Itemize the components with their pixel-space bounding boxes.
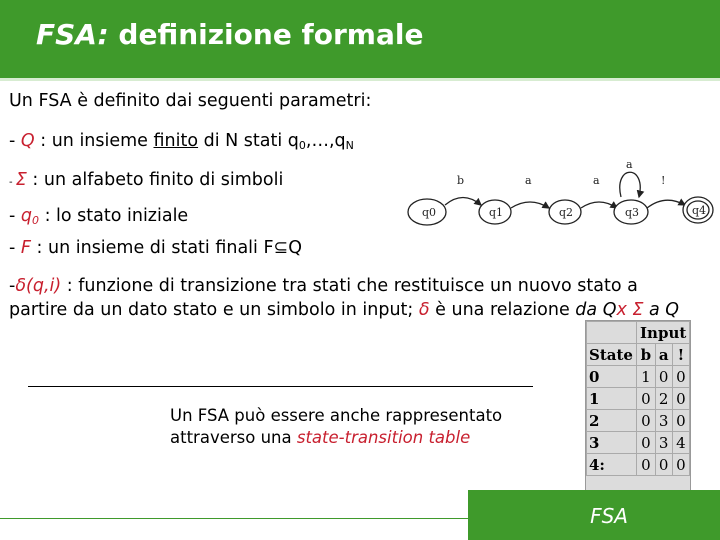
title-bar	[0, 0, 720, 81]
col-header: b	[637, 344, 655, 366]
param-q	[9, 131, 354, 152]
f-q: Q	[288, 238, 302, 258]
table-row: 4: 0 0 0	[587, 454, 690, 476]
state-label: q1	[489, 206, 504, 219]
bullet-dash: -	[9, 177, 16, 188]
sigma-text: : un alfabeto finito di simboli	[26, 170, 284, 190]
q-sub-0: 0	[298, 139, 306, 152]
state-label: q4	[692, 204, 707, 217]
table-row: 0 1 0 0	[587, 366, 690, 388]
q-text-2: di N stati q	[198, 131, 299, 151]
state-label: q0	[422, 206, 437, 219]
edge-label: b	[457, 174, 465, 187]
edge-label: a	[626, 158, 633, 171]
state-label: q3	[625, 206, 640, 219]
q-symbol: Q	[20, 131, 35, 151]
edge-label: !	[661, 174, 666, 187]
table-row: 2 0 3 0	[587, 410, 690, 432]
table-row: 3 0 3 4	[587, 432, 690, 454]
slide-title	[36, 18, 423, 51]
note-emphasis: state-transition table	[296, 428, 471, 447]
q0-symbol: q	[20, 206, 32, 226]
q-sub-n: N	[345, 139, 354, 152]
delta-da: da Q	[575, 300, 617, 320]
note-line-2	[170, 427, 502, 449]
col-header: State	[587, 344, 637, 366]
bullet-dash: -	[9, 238, 21, 258]
intro-text: Un FSA è definito dai seguenti parametri:	[9, 91, 372, 111]
f-symbol: F	[20, 238, 31, 258]
f-text: : un insieme di stati finali F	[30, 238, 274, 258]
q0-sub: 0	[32, 214, 39, 227]
title-lead: FSA:	[36, 18, 109, 51]
footer-label: FSA	[590, 504, 628, 528]
q0-text: : lo stato iniziale	[39, 206, 189, 226]
delta-a: a Q	[643, 300, 680, 320]
subset-symbol: ⊆	[273, 238, 289, 258]
q-finito: finito	[153, 131, 199, 151]
col-header: !	[672, 344, 689, 366]
delta-x-sigma: x Σ	[616, 300, 644, 320]
input-header: Input	[637, 322, 690, 344]
param-sigma	[9, 170, 283, 190]
edge-label: a	[593, 174, 600, 187]
fsa-diagram	[395, 150, 715, 232]
divider	[28, 386, 533, 387]
delta-symbol: δ(q,i)	[15, 276, 62, 296]
param-delta-line-2	[9, 300, 679, 320]
bullet-dash: -	[9, 131, 21, 151]
delta-text-2: partire da un dato stato e un simbolo in input;	[9, 300, 419, 320]
col-header: a	[655, 344, 672, 366]
note-text-a: attraverso una	[170, 428, 297, 447]
title-rest: definizione formale	[108, 18, 424, 51]
delta-text-3: è una relazione	[429, 300, 576, 320]
note-line-1: Un FSA può essere anche rappresentato	[170, 406, 503, 425]
delta-text: : funzione di transizione tra stati che restituisce un nuovo stato a	[61, 276, 638, 296]
state-transition-table	[585, 320, 691, 492]
table-row: 1 0 2 0	[587, 388, 690, 410]
param-delta-line-1	[9, 276, 638, 296]
footer-rule	[0, 518, 468, 519]
sigma-symbol: Σ	[15, 170, 27, 190]
param-q0	[9, 206, 188, 227]
q-text: : un insieme	[34, 131, 154, 151]
note-text	[170, 405, 502, 449]
state-label: q2	[559, 206, 574, 219]
bullet-dash: -	[9, 206, 21, 226]
bullet-dash: -	[9, 276, 16, 296]
q-dots: ,…,q	[305, 131, 346, 151]
footer-bar	[468, 490, 720, 540]
param-f	[9, 238, 302, 258]
delta-symbol-2: δ	[418, 300, 430, 320]
edge-label: a	[525, 174, 532, 187]
